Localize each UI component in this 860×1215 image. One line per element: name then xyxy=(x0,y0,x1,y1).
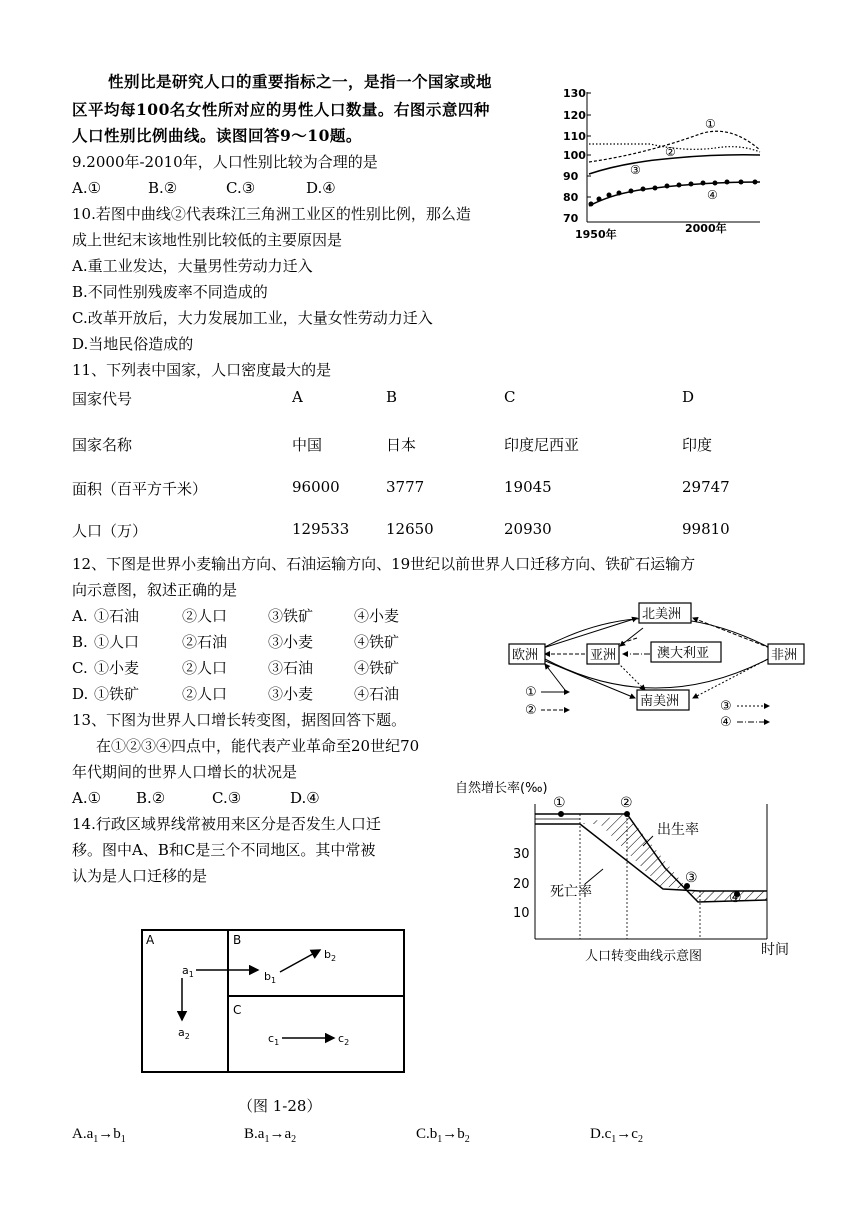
table-cell: 人口（万） xyxy=(72,522,148,540)
q14-stem-1: 14.行政区域界线常被用来区分是否发生人口迁 xyxy=(72,815,381,833)
intro-line-2: 区平均每100名女性所对应的男性人口数量。右图示意四种 xyxy=(72,100,490,119)
q9-option-c[interactable]: C.③ xyxy=(226,179,256,197)
q13-line-2: 年代期间的世界人口增长的状况是 xyxy=(72,763,298,781)
ytick: 80 xyxy=(563,191,579,204)
death-rate-label: 死亡率 xyxy=(550,884,592,900)
map-label-asia: 亚洲 xyxy=(590,648,617,663)
table-cell: B xyxy=(386,388,398,406)
xtick: 2000年 xyxy=(685,222,727,235)
q14-option-a[interactable]: $A.a_1\to b_1$ xyxy=(72,1126,126,1145)
svg-text:a2: $a_2$ xyxy=(178,1026,190,1041)
q9-option-d[interactable]: D.④ xyxy=(306,179,336,197)
table-cell: 面积（百平方千米） xyxy=(72,480,208,498)
q9-stem: 9.2000年-2010年，人口性别比较为合理的是 xyxy=(72,153,378,171)
region-b: B xyxy=(233,933,242,947)
table-cell: 19045 xyxy=(504,478,552,496)
q12-stem-2: 向示意图，叙述正确的是 xyxy=(72,581,238,599)
table-cell: 印度 xyxy=(682,436,713,454)
table-cell: 29747 xyxy=(682,478,730,496)
population-transition-chart xyxy=(455,774,795,964)
sex-ratio-chart xyxy=(555,82,770,242)
svg-text:c1: $c_1$ xyxy=(268,1032,280,1047)
legend-1: ① xyxy=(525,685,537,700)
curve-label: ③ xyxy=(630,163,641,177)
point-label: ① xyxy=(553,795,566,811)
q14-option-b[interactable]: $B.a_1\to a_2$ xyxy=(244,1126,297,1145)
q14-stem-2: 移。图中A、B和C是三个不同地区。其中常被 xyxy=(72,841,376,859)
ytick: 90 xyxy=(563,170,579,183)
svg-text:b2: $b_2$ xyxy=(324,948,337,963)
trade-flow-diagram xyxy=(505,598,810,733)
table-cell: 3777 xyxy=(386,478,425,496)
q10-stem-1: 10.若图中曲线②代表珠江三角洲工业区的性别比例，那么造 xyxy=(72,205,471,223)
legend-3: ③ xyxy=(720,699,732,714)
table-cell: 国家名称 xyxy=(72,436,133,454)
q13-option-c[interactable]: C.③ xyxy=(212,789,242,807)
q12-stem-1: 12、下图是世界小麦输出方向、石油运输方向、19世纪以前世界人口迁移方向、铁矿石运输方 xyxy=(72,555,696,573)
point-label: ② xyxy=(620,795,633,811)
ytick: 10 xyxy=(513,906,530,921)
svg-text:b1: $b_1$ xyxy=(264,970,277,985)
region-c: C xyxy=(233,1003,242,1017)
q10-option-d[interactable]: D.当地民俗造成的 xyxy=(72,335,194,353)
q13-stem: 13、下图为世界人口增长转变图，据图回答下题。 xyxy=(72,711,407,729)
ytick: 30 xyxy=(513,847,530,862)
q14-option-c[interactable]: $C.b_1\to b_2$ xyxy=(416,1126,470,1145)
ytick: 100 xyxy=(563,149,586,162)
q10-stem-2: 成上世纪末该地性别比较低的主要原因是 xyxy=(72,231,343,249)
ytick: 120 xyxy=(563,109,586,122)
q13-option-b[interactable]: B.② xyxy=(136,789,166,807)
chart-ylabel: 自然增长率(‰) xyxy=(455,781,548,796)
legend-4: ④ xyxy=(720,715,732,730)
q10-option-a[interactable]: A.重工业发达，大量男性劳动力迁入 xyxy=(72,257,313,275)
q14-stem-3: 认为是人口迁移的是 xyxy=(72,867,208,885)
table-cell: A xyxy=(292,388,303,406)
q13-option-a[interactable]: A.① xyxy=(72,789,102,807)
table-cell: 12650 xyxy=(386,520,434,538)
curve-label: ① xyxy=(705,117,716,131)
curve-label: ② xyxy=(665,145,676,159)
q14-option-d[interactable]: $D.c_1\to c_2$ xyxy=(590,1126,643,1145)
ytick: 70 xyxy=(563,212,579,225)
chart-xlabel: 时间 xyxy=(761,942,789,958)
point-label: ③ xyxy=(685,870,698,886)
table-cell: 20930 xyxy=(504,520,552,538)
q14-caption: （图 1-28） xyxy=(238,1097,322,1115)
table-cell: 日本 xyxy=(386,436,417,454)
map-label-north-america: 北美洲 xyxy=(642,607,682,622)
curve-label: ④ xyxy=(707,188,718,202)
q9-option-a[interactable]: A.① xyxy=(72,179,102,197)
intro-line-1: 性别比是研究人口的重要指标之一，是指一个国家或地 xyxy=(108,72,493,91)
ytick: 130 xyxy=(563,87,586,100)
table-cell: 国家代号 xyxy=(72,390,133,408)
map-label-australia: 澳大利亚 xyxy=(657,646,710,661)
q10-option-c[interactable]: C.改革开放后，大力发展加工业，大量女性劳动力迁入 xyxy=(72,309,433,327)
curve-4 xyxy=(589,182,760,206)
ytick: 110 xyxy=(563,130,586,143)
intro-line-3: 人口性别比例曲线。读图回答9～10题。 xyxy=(72,126,362,145)
q13-line-1: 在①②③④四点中，能代表产业革命至20世纪70 xyxy=(96,737,420,755)
table-cell: D xyxy=(682,388,695,406)
table-cell: 129533 xyxy=(292,520,350,538)
table-cell: C xyxy=(504,388,516,406)
ytick: 20 xyxy=(513,877,530,892)
q11-stem: 11、下列表中国家，人口密度最大的是 xyxy=(72,361,332,379)
table-cell: 中国 xyxy=(292,436,323,454)
q10-option-b[interactable]: B.不同性别残废率不同造成的 xyxy=(72,283,268,301)
map-label-africa: 非洲 xyxy=(771,648,798,663)
birth-rate-label: 出生率 xyxy=(657,822,699,838)
xtick: 1950年 xyxy=(575,228,617,241)
migration-region-diagram xyxy=(140,928,408,1076)
legend-2: ② xyxy=(525,703,537,718)
table-cell: 96000 xyxy=(292,478,340,496)
map-label-europe: 欧洲 xyxy=(512,648,539,663)
chart-caption: 人口转变曲线示意图 xyxy=(585,949,703,964)
point-label: ④ xyxy=(729,890,742,906)
q13-option-d[interactable]: D.④ xyxy=(290,789,320,807)
table-cell: 印度尼西亚 xyxy=(504,436,580,454)
svg-text:c2: $c_2$ xyxy=(338,1032,350,1047)
svg-text:a1: $a_1$ xyxy=(182,964,194,979)
map-label-south-america: 南美洲 xyxy=(640,694,680,709)
table-cell: 99810 xyxy=(682,520,730,538)
q9-option-b[interactable]: B.② xyxy=(148,179,178,197)
region-a: A xyxy=(146,933,155,947)
